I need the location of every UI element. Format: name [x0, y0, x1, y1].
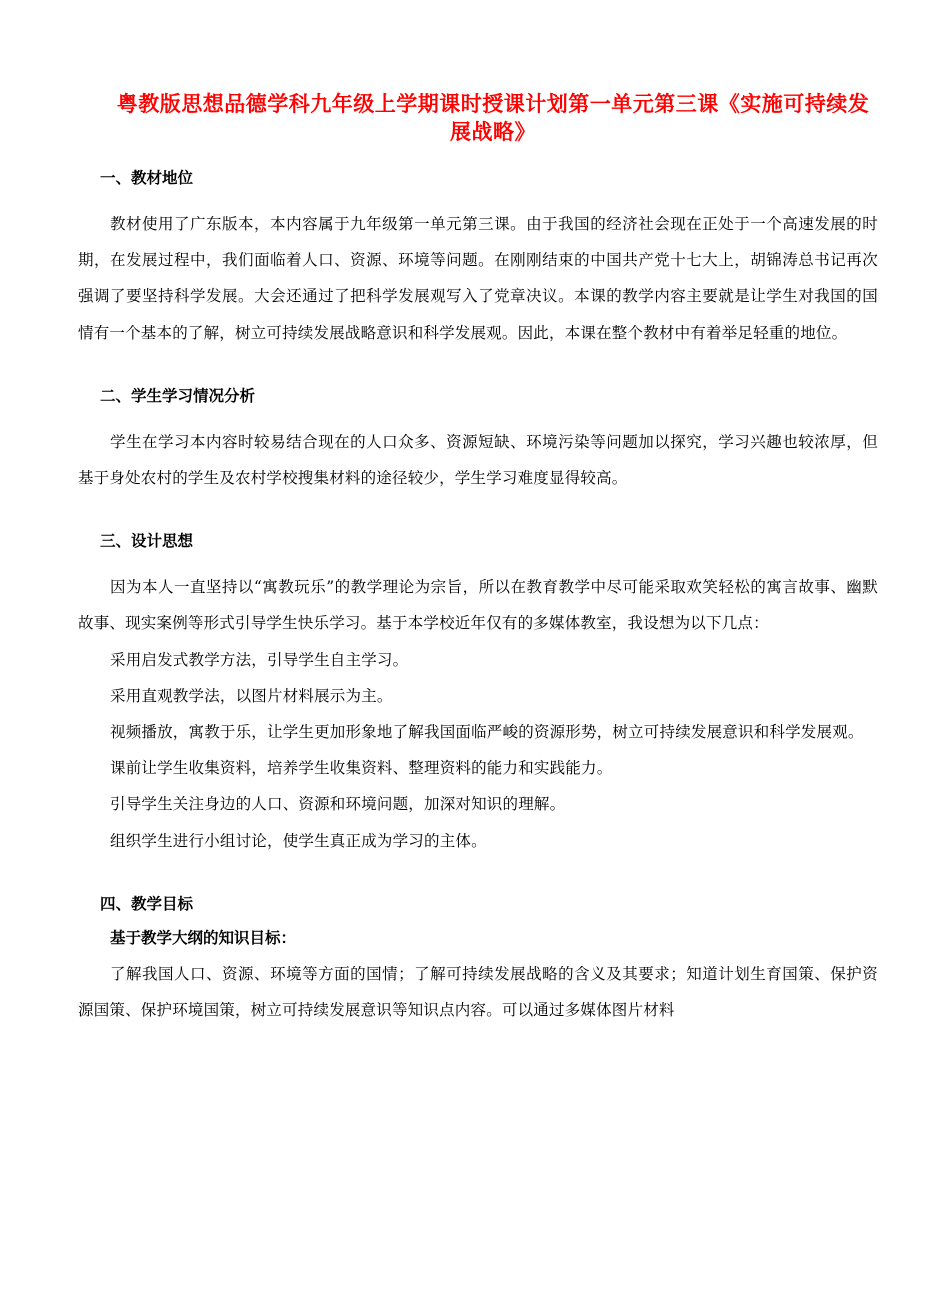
knowledge-goal-subheading: 基于教学大纲的知识目标： [110, 928, 297, 947]
section-heading: 二、学生学习情况分析 [100, 386, 256, 405]
design-point: 采用直观教学法，以图片材料展示为主。 [110, 686, 393, 705]
document-title: 粤教版思想品德学科九年级上学期课时授课计划第一单元第三课《实施可持续发展战略》 [116, 92, 870, 144]
section-heading: 一、教材地位 [100, 169, 194, 187]
section-paragraph: 因为本人一直坚持以“寓教玩乐”的教学理论为宗旨，所以在教育教学中尽可能采取欢笑轻松的寓言故事、幽默故事、现实案例等形式引导学生快乐学习。基于本学校近年仅有的多媒体教室，我设想为以下几点： [78, 578, 878, 633]
design-point: 课前让学生收集资料，培养学生收集资料、整理资料的能力和实践能力。 [110, 759, 613, 778]
section-teaching-goals [78, 894, 878, 1028]
section-textbook-position [78, 168, 878, 351]
section-design-idea [78, 531, 878, 859]
section-heading: 四、教学目标 [100, 894, 194, 913]
section-student-analysis [78, 386, 878, 496]
design-point: 引导学生关注身边的人口、资源和环境问题，加深对知识的理解。 [110, 795, 566, 814]
design-point: 采用启发式教学方法，引导学生自主学习。 [110, 650, 409, 669]
section-paragraph: 学生在学习本内容时较易结合现在的人口众多、资源短缺、环境污染等问题加以探究，学习兴趣也较浓厚，但基于身处农村的学生及农村学校搜集材料的途径较少，学生学习难度显得较高。 [78, 432, 878, 488]
design-point: 视频播放，寓教于乐，让学生更加形象地了解我国面临严峻的资源形势，树立可持续发展意识和科学发展观。 [110, 723, 864, 742]
document-body [78, 168, 878, 1063]
section-paragraph: 教材使用了广东版本，本内容属于九年级第一单元第三课。由于我国的经济社会现在正处于一个高速发展的时期，在发展过程中，我们面临着人口、资源、环境等问题。在刚刚结束的中国共产党十七大上，胡锦涛总书记再次强调了要坚持科学发展。大会还通过了把科学发展观写入了党章决议。本课的教学内容主要就是让学生对我国的国情有一个基本的了解，树立可持续发展战略意识和科学发展观。因此，本课在整个教材中有着举足轻重的地位。 [78, 215, 878, 342]
design-point: 组织学生进行小组讨论，使学生真正成为学习的主体。 [110, 831, 487, 850]
section-paragraph: 了解我国人口、资源、环境等方面的国情；了解可持续发展战略的含义及其要求；知道计划生育国策、保护资源国策、保护环境国策，树立可持续发展意识等知识点内容。可以通过多媒体图片材料 [78, 964, 878, 1020]
section-heading: 三、设计思想 [100, 532, 194, 551]
